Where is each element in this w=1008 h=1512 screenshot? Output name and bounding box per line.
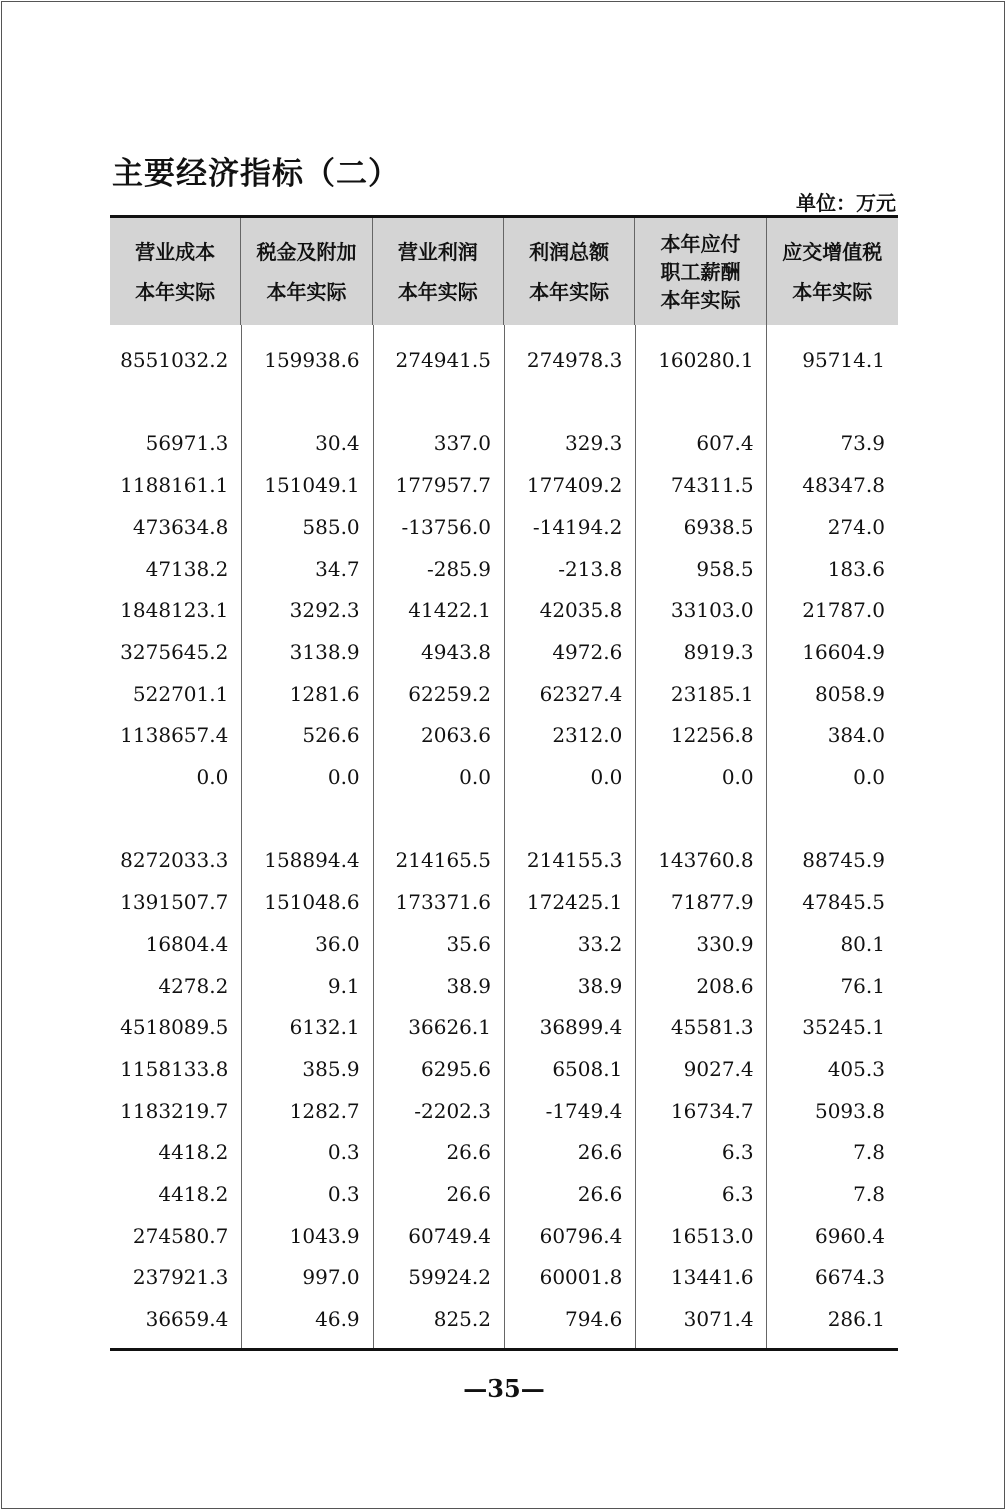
table-cell: 38.9 [577,973,623,998]
table-cell: 74311.5 [670,473,754,498]
table-cell: 2312.0 [552,723,623,748]
table-cell: 1138657.4 [120,723,229,748]
column-header-line: 营业利润 [397,239,478,264]
table-cell: 958.5 [696,556,754,581]
table-cell: 33.2 [577,931,623,956]
table-cell: 48347.8 [802,473,885,498]
table-cell: 0.0 [721,765,754,789]
table-row [110,924,898,966]
table-cell: 214155.3 [526,848,623,873]
table-cell: 1188161.1 [120,473,229,498]
table-body [110,325,898,1348]
table-bottom-rule [110,1348,898,1351]
column-header-line: 应交增值税 [782,239,883,264]
table-row [110,423,898,465]
table-cell: 6960.4 [814,1223,885,1248]
table-cell: 3292.3 [289,598,360,623]
page-number: —35— [463,1374,545,1403]
table-cell: 6674.3 [814,1265,885,1290]
table-cell: 62327.4 [539,681,623,706]
table-cell: 385.9 [302,1056,360,1081]
table-cell: 62259.2 [408,681,491,706]
column-header-line: 本年实际 [135,279,216,304]
table-cell: 56971.3 [145,431,229,456]
table-cell: 95714.1 [802,348,885,372]
table-cell: 0.0 [196,765,229,789]
table-cell: 26.6 [577,1182,623,1206]
table-cell: 1158133.8 [120,1056,229,1081]
table-row [110,1174,898,1216]
table-cell: 6295.6 [421,1056,491,1081]
table-cell: 35245.1 [802,1015,885,1040]
table-cell: 47845.5 [802,890,885,915]
table-cell: 8058.9 [814,681,885,706]
table-cell: 183.6 [827,556,885,581]
table-cell: 143760.8 [658,848,754,873]
table-cell: 7.8 [853,1140,885,1165]
table-row [110,1091,898,1133]
column-header [767,218,898,325]
table-cell: 1183219.7 [120,1098,229,1123]
table-cell: 7.8 [853,1182,885,1206]
table-cell: 59924.2 [408,1265,491,1290]
table-cell: 173371.6 [395,890,491,915]
table-row [110,507,898,549]
table-row [110,1257,898,1299]
table-cell: 526.6 [302,723,360,748]
table-cell: 42035.8 [539,598,623,623]
table-cell: 6.3 [721,1182,754,1206]
table-row [110,882,898,924]
table-cell: 46.9 [315,1307,360,1332]
column-header-line: 税金及附加 [256,239,357,264]
table-cell: 60749.4 [408,1223,491,1248]
table-cell: 16734.7 [670,1098,754,1123]
column-header-line: 本年实际 [397,279,478,304]
table-cell: 73.9 [840,431,885,456]
table-cell: 8919.3 [683,639,754,664]
table-row [110,1007,898,1049]
unit-label: 单位：万元 [796,191,896,215]
table-cell: 36626.1 [408,1015,491,1040]
table-cell: 151048.6 [264,890,360,915]
table-row [110,340,898,382]
column-header-line: 职工薪酬 [660,259,741,284]
table-cell: -14194.2 [532,514,623,539]
table-cell: 405.3 [827,1056,885,1081]
table-cell: 177957.7 [395,473,491,498]
table-cell: 329.3 [565,431,623,456]
table-cell: 4418.2 [158,1182,229,1206]
table-cell: 21787.0 [802,598,885,623]
table-cell: 585.0 [302,514,360,539]
table-cell: -213.8 [558,556,623,581]
table-cell: 16513.0 [670,1223,754,1248]
table-cell: 2063.6 [421,723,491,748]
column-header-line: 本年实际 [266,279,347,304]
table-cell: 0.0 [853,765,885,789]
table-cell: 9.1 [327,973,360,998]
table-cell: 160280.1 [658,348,754,372]
table-row [110,549,898,591]
table-cell: 3071.4 [683,1307,754,1332]
table-cell: 1391507.7 [120,890,229,915]
table-cell: 76.1 [840,973,885,998]
table-cell: 607.4 [696,431,754,456]
table-cell: 12256.8 [670,723,754,748]
table-cell: 71877.9 [670,890,754,915]
table-cell: 9027.4 [683,1056,754,1081]
table-cell: 47138.2 [145,556,229,581]
page-title: 主要经济指标（二） [112,156,400,192]
table-cell: 473634.8 [132,514,229,539]
table-cell: 330.9 [696,931,754,956]
table-row [110,715,898,757]
table-cell: 35.6 [446,931,491,956]
table-cell: 23185.1 [670,681,754,706]
table-cell: 0.0 [590,765,623,789]
table-cell: 158894.4 [264,848,360,873]
table-cell: 60001.8 [539,1265,623,1290]
table-cell: 16804.4 [145,931,229,956]
table-cell: 38.9 [446,973,491,998]
data-table [110,215,898,1352]
table-cell: 41422.1 [408,598,491,623]
table-cell: 1281.6 [289,681,360,706]
table-row [110,840,898,882]
table-cell: 237921.3 [132,1265,229,1290]
table-cell: 274978.3 [526,348,623,372]
table-cell: 5093.8 [814,1098,885,1123]
table-row [110,1132,898,1174]
table-row [110,590,898,632]
table-cell: 1043.9 [289,1223,360,1248]
table-cell: 34.7 [315,556,360,581]
table-cell: 13441.6 [670,1265,754,1290]
table-cell: 6508.1 [552,1056,623,1081]
table-cell: 177409.2 [526,473,623,498]
table-cell: 4278.2 [158,973,229,998]
table-cell: 33103.0 [670,598,754,623]
table-cell: -285.9 [426,556,491,581]
table-cell: 3275645.2 [120,639,229,664]
table-cell: 337.0 [433,431,491,456]
table-cell: 36899.4 [539,1015,623,1040]
table-cell: 8551032.2 [120,348,229,372]
table-row [110,674,898,716]
table-row [110,1299,898,1341]
table-cell: 80.1 [840,931,885,956]
table-cell: 45581.3 [670,1015,754,1040]
table-cell: 1848123.1 [120,598,229,623]
table-cell: 0.0 [459,765,491,789]
table-cell: 0.3 [327,1182,360,1206]
table-cell: -2202.3 [414,1098,491,1123]
table-cell: 997.0 [302,1265,360,1290]
column-header [110,218,241,325]
table-cell: 208.6 [696,973,754,998]
table-cell: 26.6 [446,1182,491,1206]
column-header-line: 营业成本 [135,239,216,264]
table-cell: 794.6 [565,1307,623,1332]
table-cell: 6.3 [721,1140,754,1165]
table-cell: 30.4 [315,431,360,456]
table-cell: 4972.6 [552,639,623,664]
table-row [110,1216,898,1258]
table-cell: 1282.7 [289,1098,360,1123]
table-cell: 6938.5 [683,514,754,539]
table-cell: 0.0 [327,765,360,789]
table-cell: 36.0 [315,931,360,956]
table-cell: -13756.0 [401,514,491,539]
table-row [110,1049,898,1091]
column-header-line: 本年实际 [660,287,741,312]
column-header-line: 本年实际 [529,279,610,304]
table-cell: 214165.5 [395,848,491,873]
table-cell: 4943.8 [421,639,491,664]
table-cell: 274941.5 [395,348,491,372]
table-row [110,966,898,1008]
table-cell: 26.6 [577,1140,623,1165]
table-header [110,218,898,325]
column-header-line: 本年应付 [660,231,741,256]
table-cell: 274.0 [827,514,885,539]
table-cell: 60796.4 [539,1223,623,1248]
table-cell: 4418.2 [158,1140,229,1165]
table-cell: 274580.7 [132,1223,229,1248]
table-cell: 825.2 [433,1307,491,1332]
table-row [110,757,898,799]
table-cell: -1749.4 [545,1098,623,1123]
column-header [635,218,766,325]
column-header [373,218,504,325]
table-cell: 384.0 [827,723,885,748]
table-cell: 8272033.3 [120,848,229,873]
table-cell: 26.6 [446,1140,491,1165]
table-cell: 3138.9 [289,639,360,664]
column-header [504,218,635,325]
table-cell: 88745.9 [802,848,885,873]
table-cell: 4518089.5 [120,1015,229,1040]
table-cell: 16604.9 [802,639,885,664]
table-cell: 522701.1 [132,681,229,706]
table-row [110,632,898,674]
column-header-line: 本年实际 [792,279,873,304]
column-header-line: 利润总额 [529,239,610,264]
table-cell: 0.3 [327,1140,360,1165]
table-cell: 286.1 [827,1307,885,1332]
table-cell: 36659.4 [145,1307,229,1332]
table-row [110,465,898,507]
table-cell: 151049.1 [264,473,360,498]
table-cell: 159938.6 [264,348,360,372]
column-header [241,218,372,325]
table-cell: 6132.1 [289,1015,360,1040]
table-cell: 172425.1 [526,890,623,915]
